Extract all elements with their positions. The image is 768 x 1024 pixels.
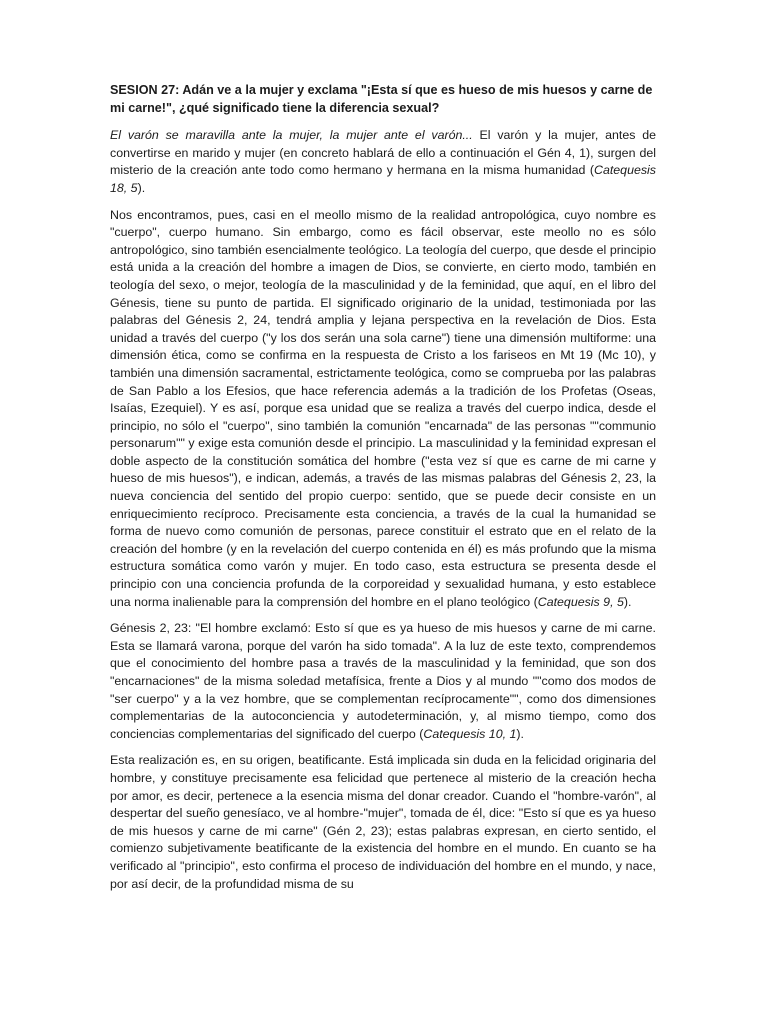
paragraph-1-citation: Catequesis 18, 5: [110, 163, 656, 195]
paragraph-2-tail: ).: [623, 594, 632, 609]
paragraph-1-body: El varón y la mujer, antes de convertirse en marido y mujer (en concreto hablará de ello a continuación el Gén 4, 1), surgen del misterio de la creación ante todo como hermano y hermana en la misma humanidad (: [110, 128, 656, 178]
paragraph-1: [110, 127, 656, 197]
paragraph-3: [110, 620, 656, 743]
session-title: SESION 27: Adán ve a la mujer y exclama "¡Esta sí que es hueso de mis huesos y carne de mi carne!", ¿qué significado tiene la diferencia sexual?: [110, 83, 653, 115]
paragraph-4-body: Esta realización es, en su origen, beatificante. Está implicada sin duda en la felicidad originaria del hombre, y constituye precisamente esa felicidad que pertenece al misterio de la creación hecha por amor, es decir, pertenece a la esencia misma del donar creador. Cuando el "hombre-varón", al despertar del sueño genesíaco, ve al hombre-"mujer", tomada de él, dice: "Esto sí que es ya hueso de mis huesos y carne de mi carne" (Gén 2, 23); estas palabras expresan, en cierto sentido, el comienzo subjetivamente beatificante de la existencia del hombre en el mundo. En cuanto se ha verificado al "principio", esto confirma el proceso de individuación del hombre en el mundo, y nace, por así decir, de la profundidad misma de su: [110, 753, 656, 891]
paragraph-3-tail: ).: [516, 726, 524, 741]
paragraph-3-body: Génesis 2, 23: "El hombre exclamó: Esto sí que es ya hueso de mis huesos y carne de mi carne. Esta se llamará varona, porque del varón ha sido tomada". A la luz de este texto, comprendemos que el conocimiento del hombre pasa a través de la masculinidad y la feminidad, que son dos "encarnaciones" de la misma soledad metafísica, frente a Dios y al mundo ""como dos modos de "ser cuerpo" y a la vez hombre, que se complementan recíprocamente"", como dos dimensiones complementarias de la autoconciencia y autodeterminación, y, al mismo tiempo, como dos conciencias complementarias del significado del cuerpo (: [110, 621, 656, 741]
paragraph-2-citation: Catequesis 9, 5: [537, 594, 624, 609]
paragraph-1-tail: ).: [137, 180, 146, 195]
paragraph-4: [110, 752, 656, 893]
paragraph-3-citation: Catequesis 10, 1: [423, 726, 517, 741]
paragraph-2-body: Nos encontramos, pues, casi en el meollo mismo de la realidad antropológica, cuyo nombre es "cuerpo", cuerpo humano. Sin embargo, como es fácil observar, este meollo no es sólo antropológico, sino también esencialmente teológico. La teología del cuerpo, que desde el principio está unida a la creación del hombre a imagen de Dios, se convierte, en cierto modo, también en teología del sexo, o mejor, teología de la masculinidad y de la feminidad, que aquí, en el libro del Génesis, tiene su punto de partida. El significado originario de la unidad, testimoniada por las palabras del Génesis 2, 24, tendrá amplia y lejana perspectiva en la revelación de Dios. Esta unidad a través del cuerpo ("y los dos serán una sola carne") tiene una dimensión multiforme: una dimensión ética, como se confirma en la respuesta de Cristo a los fariseos en Mt 19 (Mc 10), y también una dimensión sacramental, estrictamente teológica, como se comprueba por las palabras de San Pablo a los Efesios, que hace referencia además a la tradición de los Profetas (Oseas, Isaías, Ezequiel). Y es así, porque esa unidad que se realiza a través del cuerpo indica, desde el principio, no sólo el "cuerpo", sino también la comunión "encarnada" de las personas ""communio personarum"" y exige esta comunión desde el principio. La masculinidad y la feminidad expresan el doble aspecto de la constitución somática del hombre ("esta vez sí que es carne de mi carne y hueso de mis huesos"), e indican, además, a través de las mismas palabras del Génesis 2, 23, la nueva conciencia del sentido del propio cuerpo: sentido, que se puede decir consiste en un enriquecimiento recíproco. Precisamente esta conciencia, a través de la cual la humanidad se forma de nuevo como comunión de personas, parece constituir el estrato que en el relato de la creación del hombre (y en la revelación del cuerpo contenida en él) es más profundo que la misma estructura somática como varón y mujer. En todo caso, esta estructura se presenta desde el principio con una conciencia profunda de la corporeidad y sexualidad humana, y esto establece una norma inalienable para la comprensión del hombre en el plano teológico (: [110, 207, 656, 609]
paragraph-1-lead: El varón se maravilla ante la mujer, la mujer ante el varón...: [110, 128, 473, 143]
paragraph-2: [110, 207, 656, 612]
